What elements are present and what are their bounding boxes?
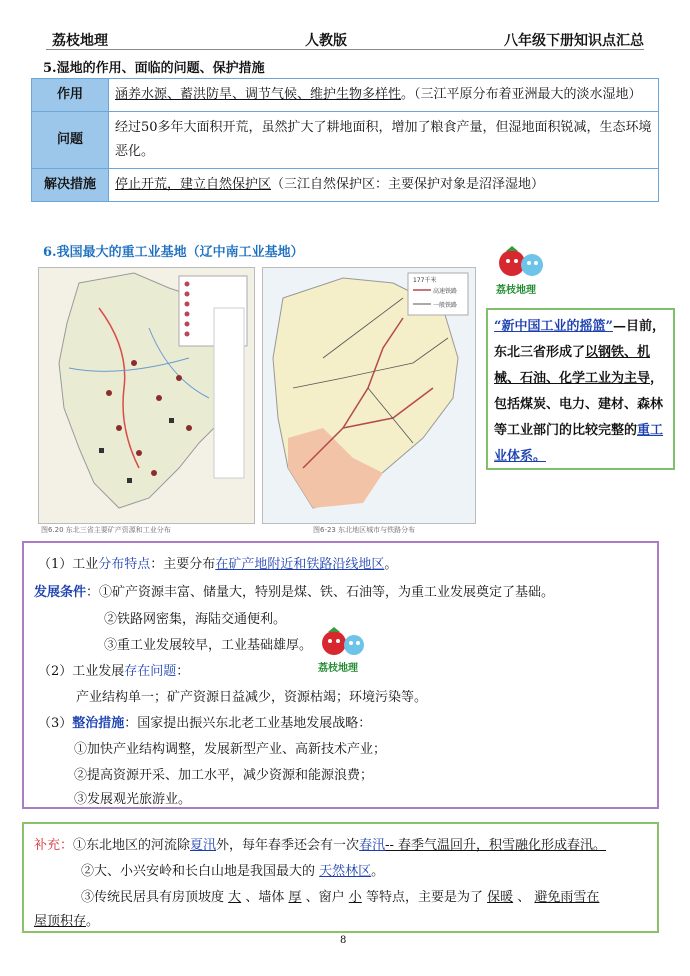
dev-line-2 [34, 581, 554, 600]
cradle-text3: ，包括煤炭、电力、建材、森林等工业部门的比较完整的 [494, 371, 664, 438]
sup-s3l: 。 [86, 914, 100, 929]
dev-line-1 [38, 553, 397, 572]
dev-p2-end: ： [176, 664, 190, 679]
section6-title: 6.我国最大的重工业基地（辽中南工业基地） [43, 245, 304, 260]
legend-high-speed: 高速铁路 [433, 288, 458, 295]
row-value [109, 169, 659, 202]
dev-line-5 [38, 660, 189, 679]
sup-s1e: -- 春季气温回升，积雪融化形成春汛。 [385, 838, 606, 853]
dev-line-8: ①加快产业结构调整，发展新型产业、高新技术产业； [74, 742, 387, 757]
sup-label: 补充： [34, 838, 74, 853]
sup-s1c: 外，每年春季还会有一次 [216, 838, 360, 853]
section5-title: 5.湿地的作用、面临的问题、保护措施 [43, 61, 265, 76]
row-text-main: 经过50多年大面积开荒，虽然扩大了耕地面积，增加了粮食产量，但湿地面积锐减，生态环境恶化。 [115, 120, 652, 159]
cradle-text2: 以钢铁、机械、石油、化学工业为主导 [494, 345, 651, 386]
row-key: 作用 [32, 79, 109, 112]
map-scale: 177千米 [413, 277, 437, 284]
dev-line-6: 产业结构单一；矿产资源日益减少，资源枯竭；环境污染等。 [76, 690, 428, 705]
cradle-box [486, 308, 675, 470]
wetland-table [31, 78, 659, 202]
dev-p1-underlined: 在矿产地附近和铁路沿线地区 [215, 557, 385, 572]
sup-s2c: 。 [371, 864, 385, 879]
logo-text-2: 荔枝地理 [318, 663, 358, 674]
row-text-main: 涵养水源、蓄洪防旱、调节气候、维护生物多样性 [115, 87, 402, 102]
logo-text: 荔枝地理 [496, 285, 536, 296]
sup-s3i: 、 [517, 890, 531, 905]
sup-s1a: ①东北地区的河流除 [73, 838, 191, 853]
row-text-note: 。（三江平原分布着亚洲最大的淡水湿地） [401, 87, 642, 102]
page-number: 8 [340, 935, 347, 946]
cradle-quote: “新中国工业的摇篮” [494, 319, 613, 334]
sup-line-1 [34, 834, 606, 853]
sup-s1d: 春汛 [359, 838, 386, 853]
supplement-box [22, 822, 659, 933]
dev-line-3: ②铁路网密集，海陆交通便利。 [104, 612, 287, 627]
dev-line-9: ②提高资源开采、加工水平，减少资源和能源浪费； [74, 768, 374, 783]
dev-line-4: ③重工业发展较早，工业基础雄厚。 [104, 638, 313, 653]
header-right: 八年级下册知识点汇总 [504, 33, 644, 49]
legend-general: 一般铁路 [433, 302, 458, 309]
dev-p2-em: 存在问题 [124, 664, 177, 679]
mineral-industry-map [38, 267, 255, 534]
city-railway-map [262, 267, 476, 534]
map1-caption: 图6.20 东北三省主要矿产资源和工业分布 [41, 526, 171, 534]
row-key [32, 169, 109, 202]
table-row [32, 169, 659, 202]
dev-cond-label: 发展条件 [34, 585, 87, 600]
sup-s3c: 、墙体 [245, 890, 285, 905]
row-value [109, 112, 659, 169]
lizhi-logo [492, 243, 554, 298]
sup-s3b: 大 [228, 890, 242, 905]
sup-s2a: ②大、小兴安岭和长白山地是我国最大的 [81, 864, 316, 879]
dev-p1-em: 分布特点 [98, 557, 151, 572]
dev-p3-em: 整治措施 [72, 716, 125, 731]
dev-p3-text: ：国家提出振兴东北老工业基地发展战略： [124, 716, 372, 731]
dev-cond1: ：①矿产资源丰富、储量大，特别是煤、铁、石油等，为重工业发展奠定了基础。 [86, 585, 555, 600]
development-box [22, 541, 659, 809]
sup-line-3 [81, 886, 599, 905]
header-left: 荔枝地理 [52, 33, 108, 49]
dev-p1-label: （1）工业 [38, 557, 99, 572]
sup-s3f: 小 [348, 890, 362, 905]
header-divider [46, 49, 644, 50]
sup-s3g: 等特点，主要是为了 [365, 890, 483, 905]
sup-line-2 [81, 860, 384, 879]
railway-map-drawing [263, 268, 475, 523]
page-header [0, 0, 690, 49]
sup-s3j: 避免雨雪在 [534, 890, 600, 905]
sup-line-4 [34, 910, 99, 929]
northeast-map-drawing [39, 268, 254, 523]
cradle-text4: 重工业体系。 [494, 423, 664, 464]
sup-s3d: 厚 [288, 890, 302, 905]
table-row [32, 112, 659, 169]
sup-s3a: ③传统民居具有房顶坡度 [81, 890, 225, 905]
row-text-note: （三江自然保护区：主要保护对象是沼泽湿地） [271, 177, 545, 192]
dev-line-7 [38, 712, 371, 731]
sup-s1b: 夏汛 [190, 838, 217, 853]
dev-p1-end: 。 [384, 557, 398, 572]
table-row [32, 79, 659, 112]
row-key: 问题 [32, 112, 109, 169]
row-text-main: 停止开荒，建立自然保护区 [115, 177, 272, 192]
dev-p3-label: （3） [38, 716, 73, 731]
map2-caption: 图6-23 东北地区城市与铁路分布 [313, 526, 416, 534]
row-value [109, 79, 659, 112]
sup-s3h: 保暖 [487, 890, 514, 905]
dev-p1-text: ：主要分布 [150, 557, 216, 572]
dev-line-10: ③发展观光旅游业。 [74, 792, 192, 807]
cradle-text1: —目前，东北三省形成了 [494, 319, 665, 360]
lizhi-logo-2 [314, 625, 376, 675]
row-key-text: 解决措施 [43, 177, 96, 192]
sup-s3k: 屋顶积存 [34, 914, 87, 929]
header-center: 人教版 [305, 33, 347, 49]
sup-s2b: 天然林区 [319, 864, 372, 879]
dev-p2-label: （2）工业发展 [38, 664, 125, 679]
sup-s3e: 、窗户 [305, 890, 345, 905]
